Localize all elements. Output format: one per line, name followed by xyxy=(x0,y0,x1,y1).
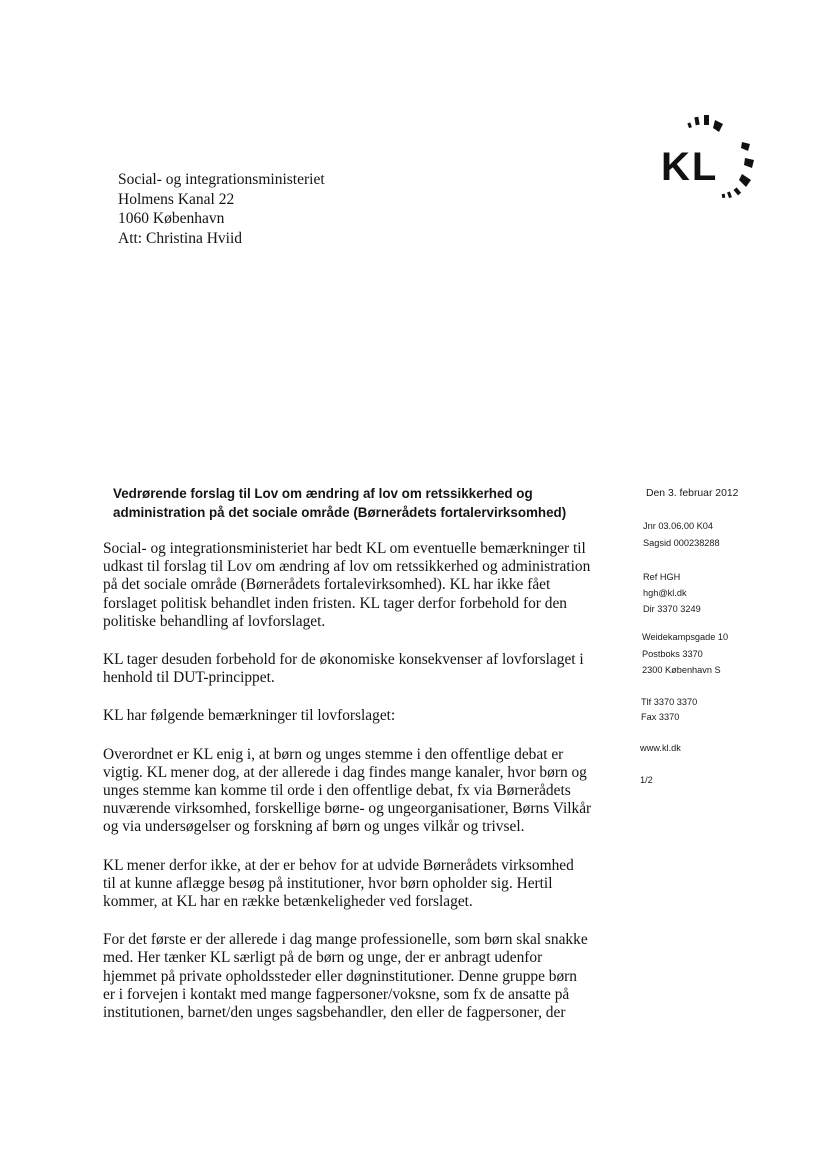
body-line: For det første er der allerede i dag mange professionelle, som børn skal snakke xyxy=(103,931,588,949)
letter-body xyxy=(103,540,628,1042)
body-line: institutionen, barnet/den unges sagsbehandler, den eller de fagpersoner, der xyxy=(103,1004,566,1022)
city: 2300 København S xyxy=(642,665,721,675)
address-line: Holmens Kanal 22 xyxy=(118,190,235,208)
recipient-address xyxy=(118,170,325,248)
svg-text:KL: KL xyxy=(661,145,719,189)
reference: Ref HGH xyxy=(643,572,681,582)
email: hgh@kl.dk xyxy=(643,588,687,598)
kl-logo-icon xyxy=(655,108,770,203)
postbox: Postboks 3370 xyxy=(642,649,703,659)
paragraph xyxy=(103,931,628,1022)
subject-line: Vedrørende forslag til Lov om ændring af lov om retssikkerhed og xyxy=(113,486,533,501)
address-line: Att: Christina Hviid xyxy=(118,229,242,247)
body-line: unges stemme kan komme til orde i den offentlige debat, fx via Børnerådets xyxy=(103,782,571,800)
body-line: politiske behandling af lovforslaget. xyxy=(103,612,326,630)
case-id: Sagsid 000238288 xyxy=(643,538,720,548)
paragraph xyxy=(103,707,628,725)
letter-date: Den 3. februar 2012 xyxy=(646,488,739,499)
body-line: KL tager desuden forbehold for de økonomiske konsekvenser af lovforslaget i xyxy=(103,651,584,669)
body-line: udkast til forslag til Lov om ændring af lov om retssikkerhed og administration xyxy=(103,558,591,576)
paragraph xyxy=(103,540,628,631)
body-line: på det sociale område (Børnerådets fortalevirksomhed). KL har ikke fået xyxy=(103,576,551,594)
body-line: og via undersøgelser og forskning af børn og unges vilkår og trivsel. xyxy=(103,818,525,836)
paragraph xyxy=(103,746,628,837)
website: www.kl.dk xyxy=(640,743,681,753)
body-line: til at kunne aflægge besøg på institutioner, hvor børn opholder sig. Hertil xyxy=(103,874,553,892)
paragraph xyxy=(103,857,628,912)
kl-logo xyxy=(655,108,770,203)
body-line: hjemmet på private opholdssteder eller døgninstitutioner. Denne gruppe børn xyxy=(103,967,577,985)
street-address: Weidekampsgade 10 xyxy=(642,632,729,642)
body-line: Social- og integrationsministeriet har bedt KL om eventuelle bemærkninger til xyxy=(103,540,586,557)
body-line: med. Her tænker KL særligt på de børn og unge, der er anbragt udenfor xyxy=(103,949,543,967)
paragraph xyxy=(103,651,628,687)
address-line: Social- og integrationsministeriet xyxy=(118,171,325,188)
direct-phone: Dir 3370 3249 xyxy=(643,604,701,614)
journal-number: Jnr 03.06.00 K04 xyxy=(643,521,713,531)
body-line: KL har følgende bemærkninger til lovforslaget: xyxy=(103,707,396,725)
letter-subject xyxy=(113,484,623,522)
body-line: KL mener derfor ikke, at der er behov for at udvide Børnerådets virksomhed xyxy=(103,856,574,874)
address-line: 1060 København xyxy=(118,210,225,227)
body-line: forslaget politisk behandlet inden fristen. KL tager derfor forbehold for den xyxy=(103,594,567,612)
body-line: Overordnet er KL enig i, at børn og unges stemme i den offentlige debat er xyxy=(103,745,564,763)
page-number: 1/2 xyxy=(640,775,653,785)
body-line: henhold til DUT-princippet. xyxy=(103,669,275,687)
body-line: nuværende virksomhed, forskellige børne- og ungeorganisationer, Børns Vilkår xyxy=(103,800,592,818)
body-line: vigtig. KL mener dog, at der allerede i dag findes mange kanaler, hvor børn og xyxy=(103,763,587,781)
subject-line: administration på det sociale område (Børnerådets fortalervirksomhed) xyxy=(113,505,567,520)
body-line: er i forvejen i kontakt med mange fagpersoner/voksne, som fx de ansatte på xyxy=(103,985,570,1003)
phone: Tlf 3370 3370 xyxy=(641,697,698,707)
body-line: kommer, at KL har en række betænkeligheder ved forslaget. xyxy=(103,893,473,911)
fax: Fax 3370 xyxy=(641,712,680,722)
